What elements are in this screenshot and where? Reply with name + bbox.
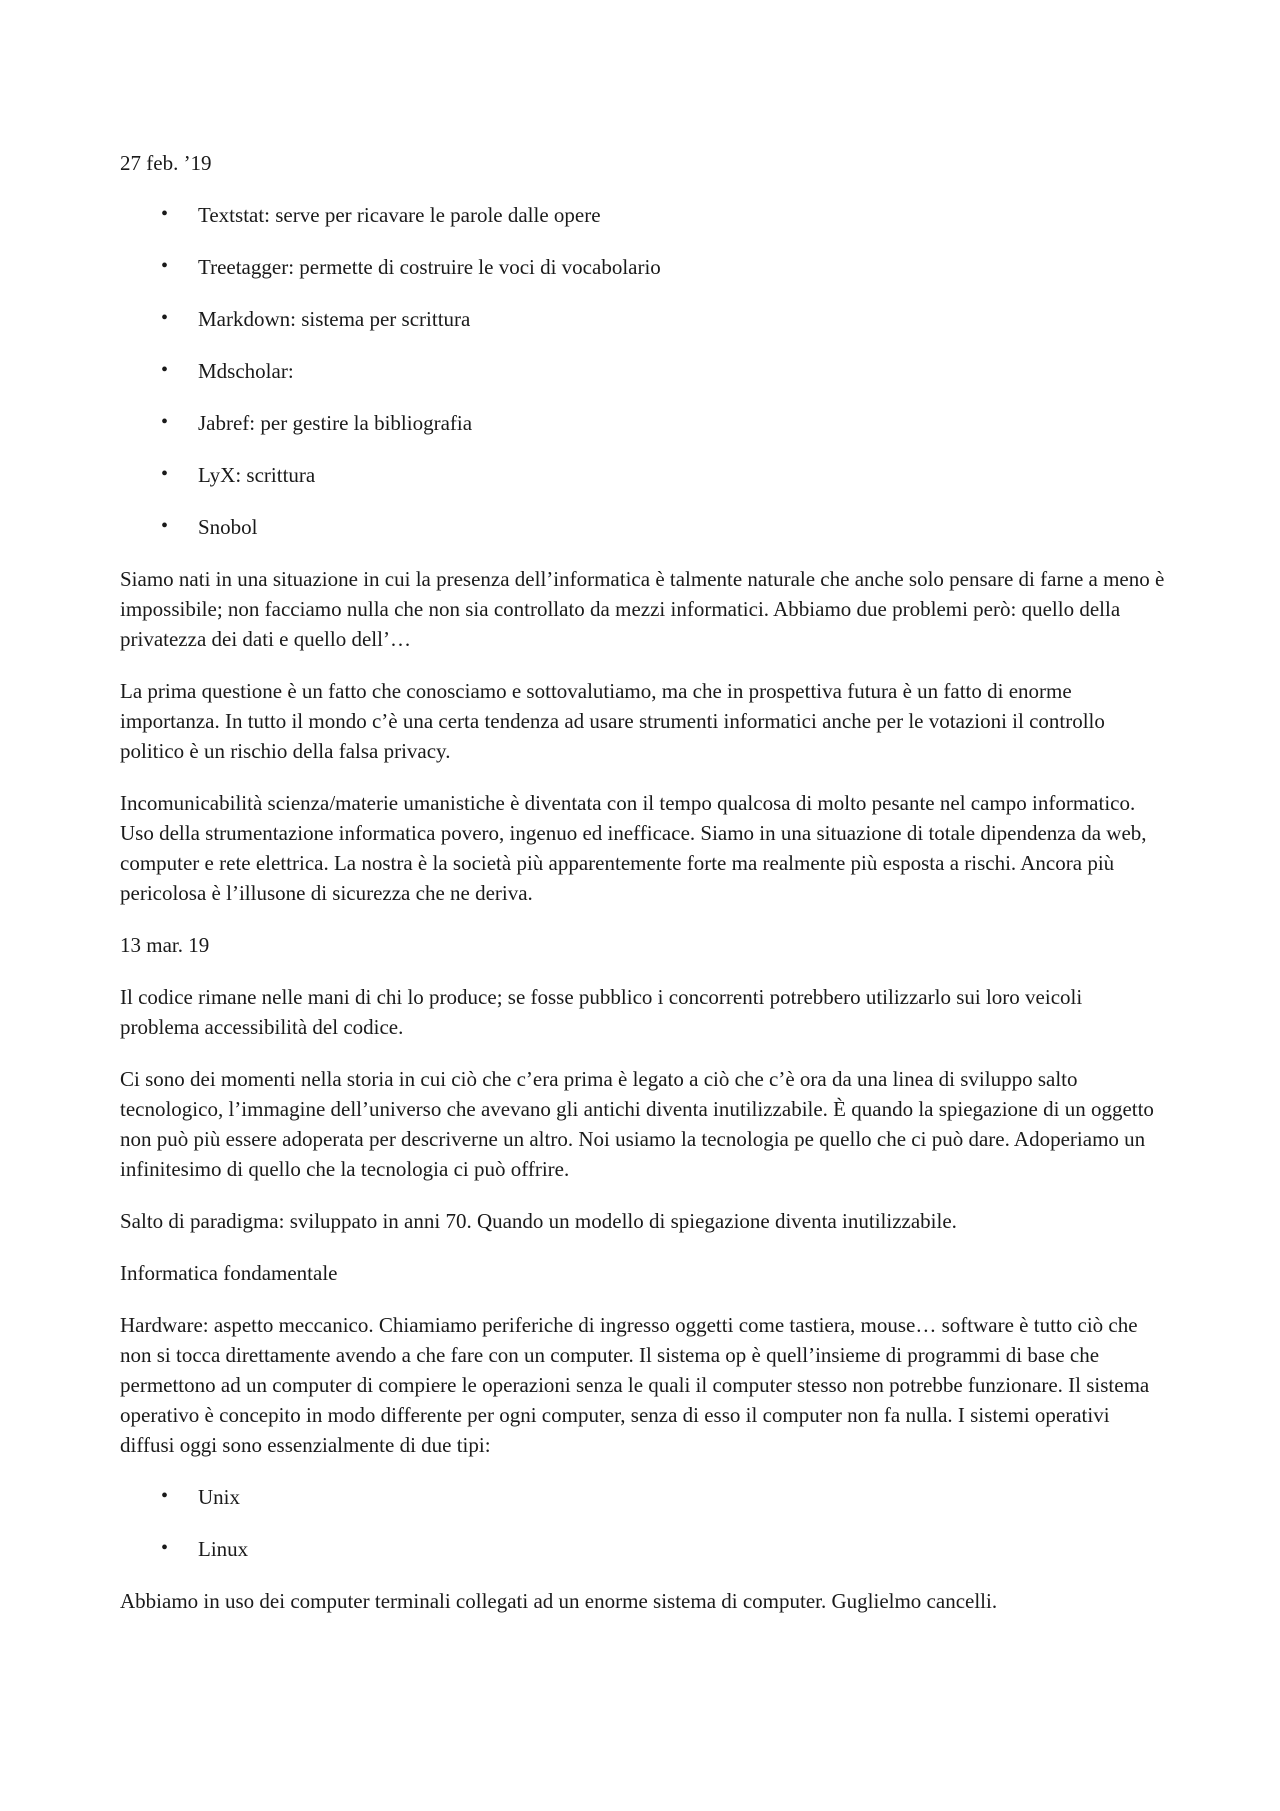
list-item: • Treetagger: permette di costruire le voci di vocabolario <box>120 252 1165 282</box>
paragraph: Abbiamo in uso dei computer terminali collegati ad un enorme sistema di computer. Guglielmo cancelli. <box>120 1589 998 1613</box>
paragraph: Salto di paradigma: sviluppato in anni 70. Quando un modello di spiegazione diventa inutilizzabile. <box>120 1209 957 1233</box>
paragraph: Siamo nati in una situazione in cui la presenza dell’informatica è talmente naturale che anche solo pensare di farne a meno è impossibile; non facciamo nulla che non sia controllato da mezzi informatici. Abbiamo due problemi però: quello della privatezza dei dati e quello dell’… <box>120 567 1165 651</box>
tools-list <box>120 200 1165 542</box>
list-item: • Mdscholar: <box>120 356 1165 386</box>
paragraph: La prima questione è un fatto che conosciamo e sottovalutiamo, ma che in prospettiva futura è un fatto di enorme importanza. In tutto il mondo c’è una certa tendenza ad usare strumenti informatici anche per le votazioni il controllo politico è un rischio della falsa privacy. <box>120 679 1105 763</box>
paragraph: Hardware: aspetto meccanico. Chiamiamo periferiche di ingresso oggetti come tastiera, mouse… software è tutto ciò che non si tocca direttamente avendo a che fare con un computer. Il sistema op è quell’insieme di programmi di base che permettono ad un computer di compiere le operazioni senza le quali il computer stesso non potrebbe funzionare. Il sistema operativo è concepito in modo differente per ogni computer, senza di esso il computer non fa nulla. I sistemi operativi diffusi oggi sono essenzialmente di due tipi: <box>120 1313 1150 1457</box>
list-item: • Linux <box>120 1534 1165 1564</box>
list-item: • Textstat: serve per ricavare le parole dalle opere <box>120 200 1165 230</box>
list-item: • LyX: scrittura <box>120 460 1165 490</box>
document-page <box>120 148 1165 1638</box>
list-item: • Markdown: sistema per scrittura <box>120 304 1165 334</box>
list-item: • Jabref: per gestire la bibliografia <box>120 408 1165 438</box>
list-item: • Unix <box>120 1482 1165 1512</box>
section-heading: Informatica fondamentale <box>120 1261 338 1285</box>
note-date: 27 feb. ’19 <box>120 151 212 175</box>
list-item: • Snobol <box>120 512 1165 542</box>
paragraph: Il codice rimane nelle mani di chi lo produce; se fosse pubblico i concorrenti potrebbero utilizzarlo sui loro veicoli problema accessibilità del codice. <box>120 985 1083 1039</box>
os-list <box>120 1482 1165 1564</box>
note-date: 13 mar. 19 <box>120 933 210 957</box>
paragraph: Incomunicabilità scienza/materie umanistiche è diventata con il tempo qualcosa di molto pesante nel campo informatico. Uso della strumentazione informatica povero, ingenuo ed inefficace. Siamo in una situazione di totale dipendenza da web, computer e rete elettrica. La nostra è la società più apparentemente forte ma realmente più esposta a rischi. Ancora più pericolosa è l’illusone di sicurezza che ne deriva. <box>120 791 1147 905</box>
paragraph: Ci sono dei momenti nella storia in cui ciò che c’era prima è legato a ciò che c’è ora da una linea di sviluppo salto tecnologico, l’immagine dell’universo che avevano gli antichi diventa inutilizzabile. È quando la spiegazione di un oggetto non può più essere adoperata per descriverne un altro. Noi usiamo la tecnologia pe quello che ci può dare. Adoperiamo un infinitesimo di quello che la tecnologia ci può offrire. <box>120 1067 1154 1181</box>
